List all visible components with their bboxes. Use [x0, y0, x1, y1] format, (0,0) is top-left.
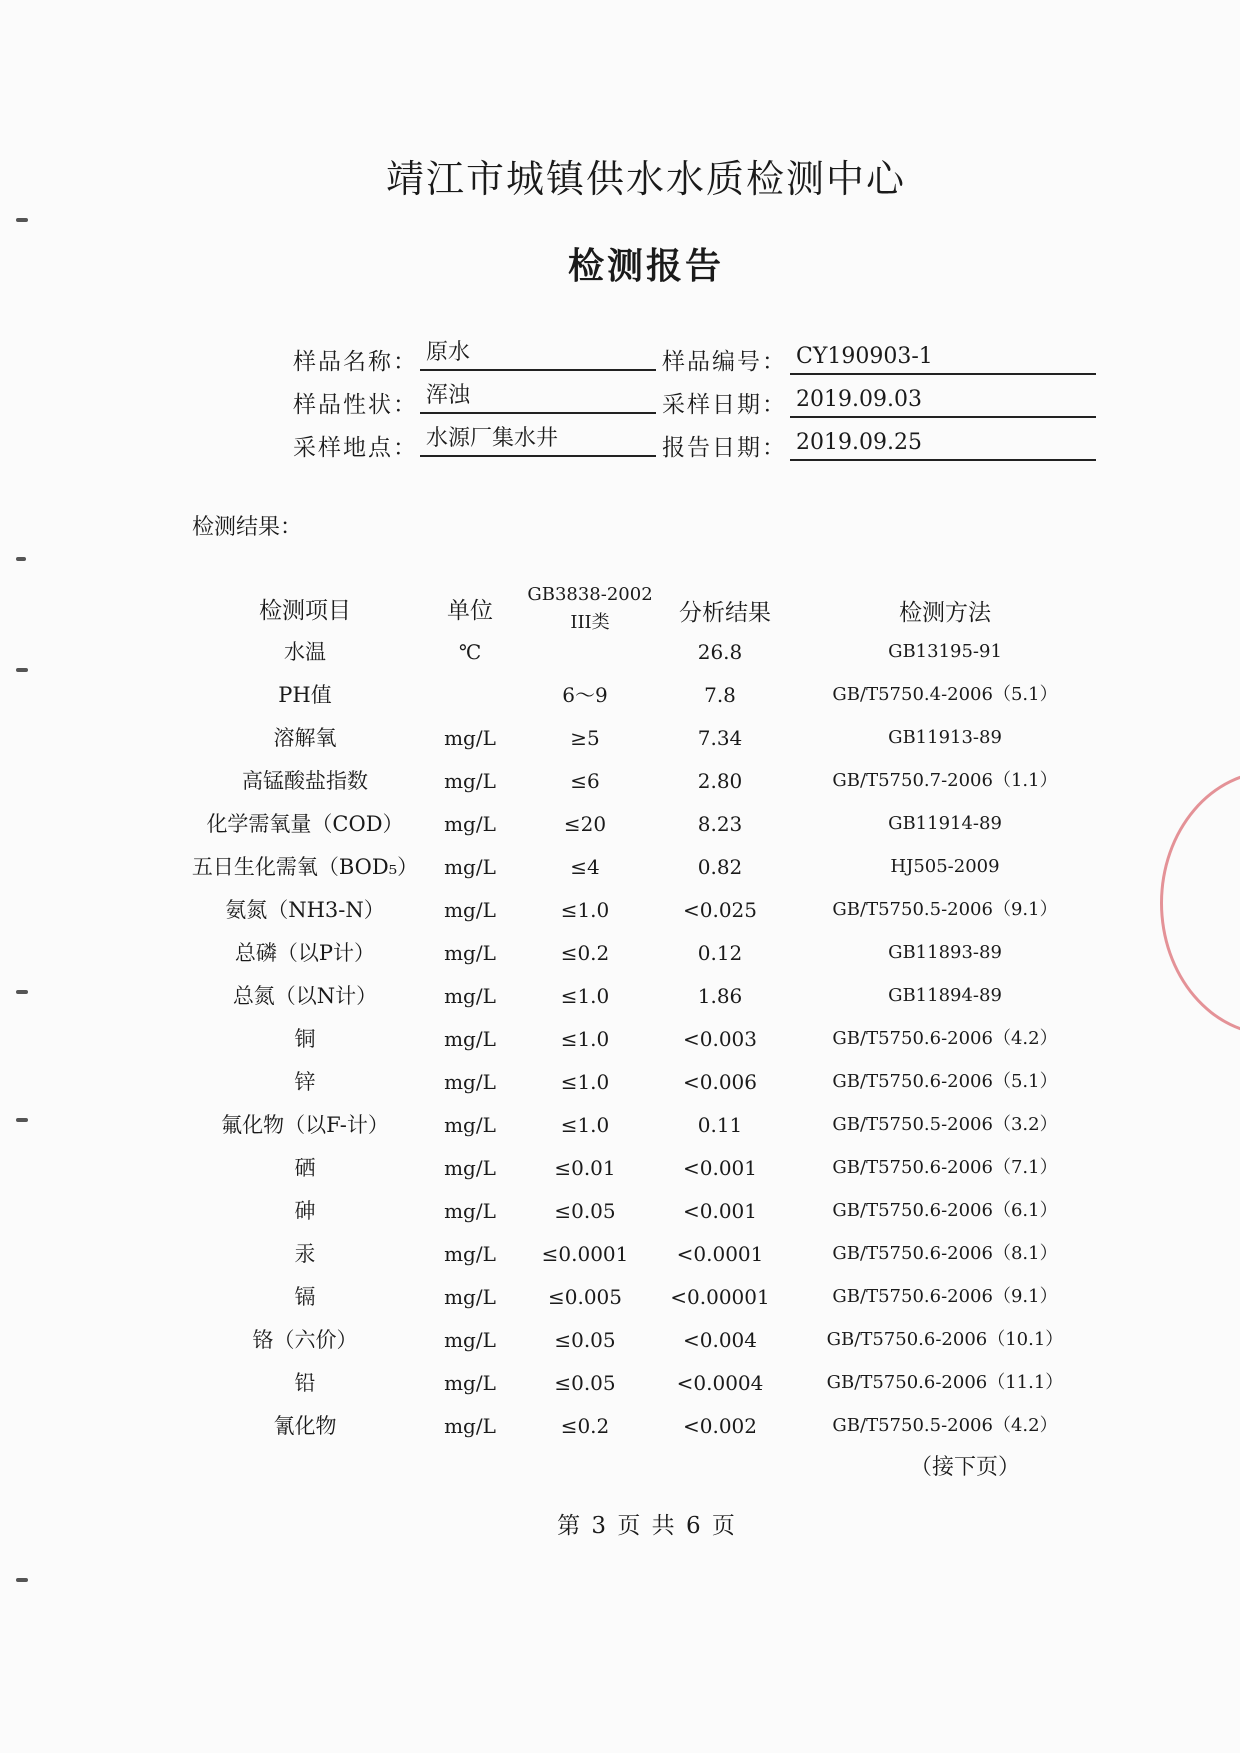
- report-title: 检测报告: [567, 245, 724, 287]
- row-item: 铅: [294, 1371, 316, 1395]
- header-standard-line1: GB3838-2002: [527, 584, 653, 605]
- row-method: GB13195-91: [888, 641, 1002, 662]
- row-result: <0.006: [682, 1070, 757, 1094]
- row-unit: mg/L: [444, 726, 496, 750]
- sampling-date-label: 采样日期：: [662, 392, 787, 418]
- row-result: 7.8: [704, 683, 736, 707]
- row-standard: ≤1.0: [560, 984, 610, 1008]
- row-item: 铜: [294, 1027, 316, 1051]
- row-method: GB/T5750.6-2006（5.1）: [832, 1071, 1058, 1092]
- row-method: GB/T5750.6-2006（9.1）: [832, 1286, 1058, 1307]
- row-result: 0.11: [697, 1113, 743, 1137]
- row-standard: ≤1.0: [560, 1113, 610, 1137]
- row-result: 26.8: [697, 640, 743, 664]
- row-standard: ≤1.0: [560, 1070, 610, 1094]
- sample-no-value: CY190903-1: [790, 341, 1096, 375]
- header-unit: 单位: [447, 598, 493, 624]
- row-result: <0.003: [682, 1027, 757, 1051]
- row-unit: mg/L: [444, 1156, 496, 1180]
- row-standard: ≤20: [563, 812, 607, 836]
- row-item: 锌: [294, 1070, 316, 1094]
- punch-mark: [16, 1118, 28, 1122]
- info-row-2: [0, 380, 1240, 420]
- sample-no-label: 样品编号：: [662, 349, 787, 375]
- row-item: 硒: [294, 1156, 316, 1180]
- row-method: HJ505-2009: [890, 856, 1000, 877]
- row-item: 五日生化需氧（BOD₅）: [191, 855, 419, 879]
- row-result: 1.86: [697, 984, 743, 1008]
- sample-property-value: 浑浊: [420, 380, 656, 414]
- row-item: 氨氮（NH3-N）: [225, 898, 385, 922]
- seal-stamp: [1160, 770, 1240, 1036]
- row-unit: mg/L: [444, 984, 496, 1008]
- row-unit: mg/L: [444, 1414, 496, 1438]
- row-standard: ≤4: [570, 855, 600, 879]
- row-item: 总磷（以P计）: [234, 941, 376, 965]
- row-standard: ≤0.005: [547, 1285, 622, 1309]
- row-unit: mg/L: [444, 1199, 496, 1223]
- punch-mark: [16, 557, 26, 561]
- row-result: 7.34: [697, 726, 743, 750]
- row-result: 8.23: [697, 812, 743, 836]
- row-result: 0.12: [697, 941, 743, 965]
- row-unit: mg/L: [444, 1113, 496, 1137]
- row-method: GB/T5750.6-2006（8.1）: [832, 1243, 1058, 1264]
- row-unit: mg/L: [444, 941, 496, 965]
- row-method: GB11894-89: [888, 985, 1002, 1006]
- row-item: 镉: [294, 1285, 316, 1309]
- info-row-3: [0, 423, 1240, 463]
- row-item: PH值: [278, 683, 332, 707]
- header-result: 分析结果: [679, 600, 771, 626]
- row-result: <0.0004: [676, 1371, 764, 1395]
- row-result: <0.004: [682, 1328, 757, 1352]
- organization-title: 靖江市城镇供水水质检测中心: [385, 157, 906, 201]
- row-item: 铬（六价）: [252, 1328, 358, 1352]
- row-unit: mg/L: [444, 1070, 496, 1094]
- sample-name-label: 样品名称：: [293, 349, 418, 375]
- row-item: 化学需氧量（COD）: [206, 812, 404, 836]
- continued-note: （接下页）: [910, 1455, 1021, 1480]
- punch-mark: [16, 668, 28, 672]
- row-result: <0.00001: [670, 1285, 770, 1309]
- row-unit: mg/L: [444, 812, 496, 836]
- row-item: 总氮（以N计）: [232, 984, 378, 1008]
- row-method: GB11914-89: [888, 813, 1002, 834]
- row-standard: ≤0.05: [554, 1328, 616, 1352]
- row-unit: mg/L: [444, 1242, 496, 1266]
- row-method: GB/T5750.5-2006（4.2）: [832, 1415, 1058, 1436]
- row-item: 氟化物（以F-计）: [221, 1113, 389, 1137]
- row-standard: ≤0.05: [554, 1371, 616, 1395]
- row-method: GB/T5750.6-2006（11.1）: [826, 1372, 1064, 1393]
- row-unit: mg/L: [444, 1371, 496, 1395]
- page-number: 第 3 页 共 6 页: [557, 1513, 735, 1539]
- row-standard: 6～9: [562, 683, 608, 707]
- row-unit: mg/L: [444, 1027, 496, 1051]
- row-method: GB/T5750.5-2006（9.1）: [832, 899, 1058, 920]
- header-standard-line2: III类: [570, 612, 610, 633]
- row-item: 氰化物: [273, 1414, 337, 1438]
- row-standard: ≥5: [570, 726, 600, 750]
- row-item: 砷: [294, 1199, 316, 1223]
- row-standard: ≤0.01: [554, 1156, 616, 1180]
- row-method: GB11913-89: [888, 727, 1002, 748]
- info-row-1: [0, 337, 1240, 377]
- row-standard: ≤6: [570, 769, 600, 793]
- row-unit: mg/L: [444, 769, 496, 793]
- punch-mark: [16, 218, 28, 222]
- results-section-label: 检测结果：: [192, 515, 303, 540]
- report-date-label: 报告日期：: [662, 435, 787, 461]
- report-date-value: 2019.09.25: [790, 427, 1096, 461]
- row-standard: ≤0.2: [560, 1414, 610, 1438]
- row-result: 2.80: [697, 769, 743, 793]
- sample-property-label: 样品性状：: [293, 392, 418, 418]
- sampling-date-value: 2019.09.03: [790, 384, 1096, 418]
- row-item: 汞: [294, 1242, 316, 1266]
- punch-mark: [16, 1578, 28, 1582]
- row-result: <0.001: [682, 1156, 757, 1180]
- sampling-site-value: 水源厂集水井: [420, 423, 656, 457]
- row-method: GB/T5750.6-2006（7.1）: [832, 1157, 1058, 1178]
- row-standard: ≤0.05: [554, 1199, 616, 1223]
- row-unit: mg/L: [444, 898, 496, 922]
- row-method: GB/T5750.6-2006（4.2）: [832, 1028, 1058, 1049]
- punch-mark: [16, 990, 28, 994]
- row-result: <0.002: [682, 1414, 757, 1438]
- row-result: <0.0001: [676, 1242, 764, 1266]
- row-method: GB/T5750.6-2006（6.1）: [832, 1200, 1058, 1221]
- header-method: 检测方法: [899, 600, 991, 626]
- row-standard: [520, 637, 650, 667]
- row-item: 水温: [284, 640, 326, 664]
- row-method: GB11893-89: [888, 942, 1002, 963]
- row-item: 溶解氧: [273, 726, 337, 750]
- row-standard: ≤0.2: [560, 941, 610, 965]
- row-unit: [420, 680, 520, 710]
- sampling-site-label: 采样地点：: [293, 435, 418, 461]
- row-result: 0.82: [697, 855, 743, 879]
- row-unit: mg/L: [444, 1328, 496, 1352]
- row-unit: mg/L: [444, 855, 496, 879]
- row-method: GB/T5750.5-2006（3.2）: [832, 1114, 1058, 1135]
- header-item: 检测项目: [259, 598, 351, 624]
- row-unit: mg/L: [444, 1285, 496, 1309]
- row-unit: ℃: [458, 640, 482, 664]
- row-standard: ≤1.0: [560, 898, 610, 922]
- row-method: GB/T5750.7-2006（1.1）: [832, 770, 1058, 791]
- row-standard: ≤0.0001: [541, 1242, 629, 1266]
- row-result: <0.025: [682, 898, 757, 922]
- row-method: GB/T5750.4-2006（5.1）: [832, 684, 1058, 705]
- row-item: 高锰酸盐指数: [242, 769, 368, 793]
- sample-name-value: 原水: [420, 337, 656, 371]
- row-method: GB/T5750.6-2006（10.1）: [826, 1329, 1064, 1350]
- row-result: <0.001: [682, 1199, 757, 1223]
- row-standard: ≤1.0: [560, 1027, 610, 1051]
